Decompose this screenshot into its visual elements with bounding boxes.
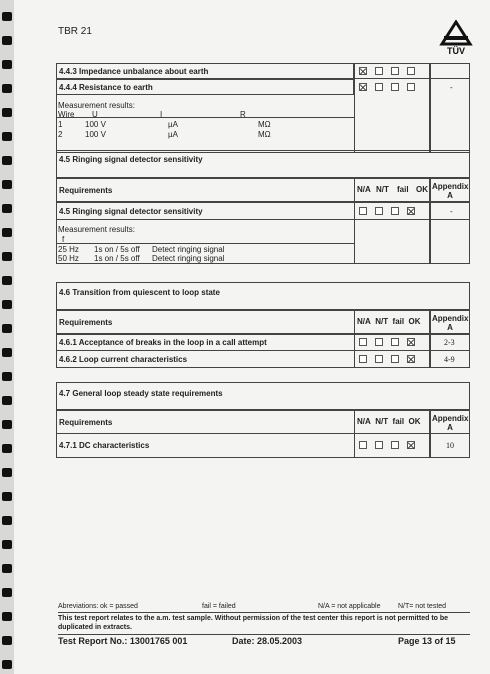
col-nt-45: N/T (376, 185, 389, 194)
footer-abbr: Abreviations: (58, 603, 99, 610)
checkbox-nt[interactable] (375, 355, 383, 363)
row-471-label: 4.7.1 DC characteristics (59, 441, 150, 450)
binding-ring (2, 132, 12, 141)
binding-ring (2, 468, 12, 477)
meas-label-45: Measurement results: (58, 225, 135, 234)
footer-report: Test Report No.: 13001765 001 (58, 636, 188, 646)
binding-ring (2, 276, 12, 285)
row-462-appendix: 4-9 (444, 355, 455, 364)
checkbox-fail[interactable] (391, 441, 399, 449)
binding-ring (2, 324, 12, 333)
binding-ring (2, 444, 12, 453)
doc-id: TBR 21 (58, 26, 92, 37)
col-na-45: N/A (357, 185, 371, 194)
req-label-46: Requirements (59, 318, 113, 327)
footer-ok: ok = passed (100, 603, 138, 610)
row-471-checks (355, 440, 419, 449)
col-appendix-47: Appendix A (432, 414, 469, 432)
col-hdr-47: N/A N/T fail OK (357, 417, 421, 426)
row-461-checks (355, 337, 419, 346)
checkbox-fail[interactable] (391, 207, 399, 215)
section-443-title: 4.4.3 Impedance unbalance about earth (59, 67, 209, 76)
checkbox-nt[interactable] (375, 338, 383, 346)
footer-page: Page 13 of 15 (398, 636, 456, 646)
checkbox-na[interactable] (359, 83, 367, 91)
binding-ring (2, 372, 12, 381)
binding-ring (2, 180, 12, 189)
binding-ring (2, 564, 12, 573)
r50-det: Detect ringing signal (152, 254, 225, 263)
binding-ring (2, 396, 12, 405)
col-u: U (92, 110, 98, 119)
binding-ring (2, 60, 12, 69)
binding-ring (2, 204, 12, 213)
section-444-appendix: - (450, 83, 453, 92)
row2-wire: 2 (58, 130, 63, 139)
checkbox-ok[interactable] (407, 83, 415, 91)
binding-ring (2, 12, 12, 21)
row2-i: µA (168, 130, 178, 139)
section-45-checks (355, 206, 419, 215)
row2-u: 100 V (85, 130, 106, 139)
row2-r: MΩ (258, 130, 271, 139)
footer-nt: N/T= not tested (398, 603, 447, 610)
section-46-title: 4.6 Transition from quiescent to loop state (59, 288, 220, 297)
binding-ring (2, 300, 12, 309)
binding-ring (2, 228, 12, 237)
row-462-checks (355, 354, 419, 363)
binding-ring (2, 36, 12, 45)
binding-ring (2, 420, 12, 429)
checkbox-na[interactable] (359, 338, 367, 346)
checkbox-ok[interactable] (407, 67, 415, 75)
r50-on: 1s on / 5s off (94, 254, 140, 263)
section-444-title: 4.4.4 Resistance to earth (59, 83, 153, 92)
r25-on: 1s on / 5s off (94, 245, 140, 254)
binding-ring (2, 516, 12, 525)
section-45-sub: 4.5 Ringing signal detector sensitivity (59, 207, 203, 216)
binding-ring (2, 540, 12, 549)
checkbox-nt[interactable] (375, 83, 383, 91)
checkbox-nt[interactable] (375, 441, 383, 449)
binding-ring (2, 252, 12, 261)
checkbox-nt[interactable] (375, 207, 383, 215)
col-hdr-46: N/A N/T fail OK (357, 317, 421, 326)
section-47-title: 4.7 General loop steady state requirements (59, 389, 223, 398)
row1-i: µA (168, 120, 178, 129)
row-461-label: 4.6.1 Acceptance of breaks in the loop in a call attempt (59, 338, 267, 347)
binding-ring (2, 84, 12, 93)
binding-ring (2, 660, 12, 669)
checkbox-fail[interactable] (391, 355, 399, 363)
row1-wire: 1 (58, 120, 63, 129)
tuv-logo-icon (438, 20, 474, 56)
checkbox-ok[interactable] (407, 338, 415, 346)
r25-det: Detect ringing signal (152, 245, 225, 254)
section-45-appendix: - (450, 207, 453, 216)
req-label-47: Requirements (59, 418, 113, 427)
req-label-45: Requirements (59, 186, 113, 195)
checkbox-fail[interactable] (391, 338, 399, 346)
row-461-appendix: 2-3 (444, 338, 455, 347)
checkbox-na[interactable] (359, 355, 367, 363)
section-45-title: 4.5 Ringing signal detector sensitivity (59, 155, 203, 164)
checkbox-ok[interactable] (407, 441, 415, 449)
svg-text:TÜV: TÜV (447, 46, 465, 56)
col-wire: Wire (58, 110, 75, 119)
binding-ring (2, 612, 12, 621)
row-471-appendix: 10 (446, 441, 454, 450)
binding-ring (2, 348, 12, 357)
col-ok-45: OK (416, 185, 428, 194)
binding-ring (2, 492, 12, 501)
footer-rule-2 (58, 634, 470, 635)
binding-ring (2, 588, 12, 597)
footer-date: Date: 28.05.2003 (232, 636, 303, 646)
col-fail-45: fail (397, 185, 409, 194)
checkbox-na[interactable] (359, 207, 367, 215)
checkbox-nt[interactable] (375, 67, 383, 75)
col-r: R (240, 110, 246, 119)
footer-na: N/A = not applicable (318, 603, 381, 610)
footer-note: This test report relates to the a.m. test sample. Without permission of the test center this report is not permitted to be duplicated in extracts. (58, 615, 449, 631)
section-443-checks (355, 66, 419, 75)
col-appendix-46: Appendix A (432, 314, 469, 332)
checkbox-fail[interactable] (391, 67, 399, 75)
meas-label-444: Measurement results: (58, 101, 135, 110)
checkbox-ok[interactable] (407, 207, 415, 215)
section-444-checks (355, 82, 419, 91)
col-appendix-45: Appendix A (432, 182, 469, 200)
binding-ring (2, 108, 12, 117)
checkbox-ok[interactable] (407, 355, 415, 363)
row1-r: MΩ (258, 120, 271, 129)
footer-rule (58, 612, 470, 613)
row-462-label: 4.6.2 Loop current characteristics (59, 355, 188, 364)
checkbox-na[interactable] (359, 441, 367, 449)
row1-u: 100 V (85, 120, 106, 129)
col-f: f (62, 235, 65, 244)
col-i: I (160, 110, 163, 119)
checkbox-fail[interactable] (391, 83, 399, 91)
r50-f: 50 Hz (58, 254, 79, 263)
footer-fail: fail = failed (202, 603, 236, 610)
binding-ring (2, 636, 12, 645)
checkbox-na[interactable] (359, 67, 367, 75)
r25-f: 25 Hz (58, 245, 79, 254)
binding-ring (2, 156, 12, 165)
